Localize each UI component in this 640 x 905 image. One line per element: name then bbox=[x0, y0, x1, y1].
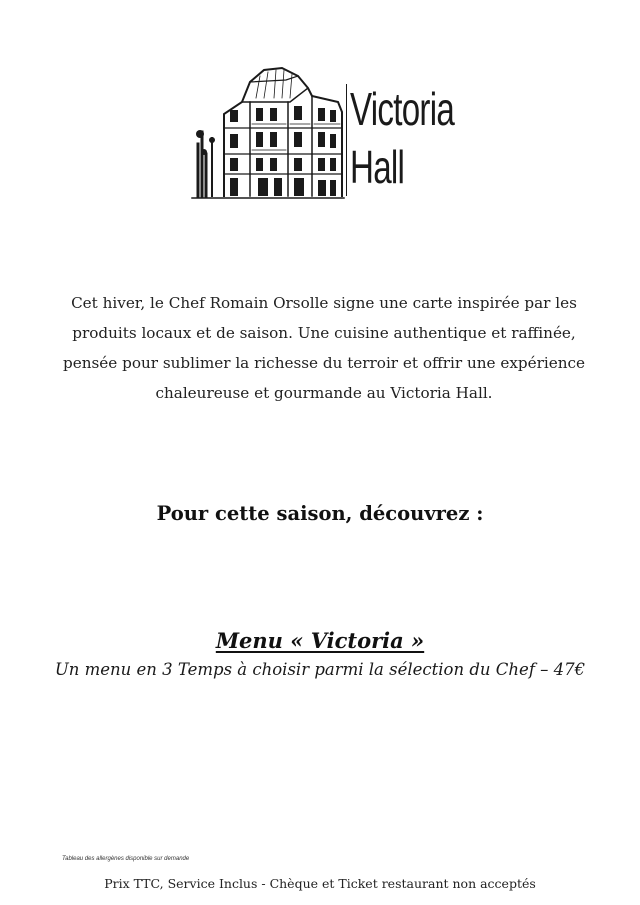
allergen-note: Tableau des allergènes disponible sur demande bbox=[62, 856, 190, 862]
menu-description: Un menu en 3 Temps à choisir parmi la sélection du Chef – 47€ bbox=[54, 660, 586, 679]
restaurant-logo bbox=[190, 62, 460, 206]
logo-word-hall: Hall bbox=[350, 141, 405, 193]
building-sketch-icon bbox=[190, 62, 346, 206]
intro-paragraph: Cet hiver, le Chef Romain Orsolle signe une carte inspirée par les produits locaux et de saison. Une cuisine authentique et raffinée, pensée pour sublimer la richesse du terroir et offrir une expérience chaleureuse et gourmande au Victoria Hall. bbox=[63, 294, 585, 402]
menu-title: Menu « Victoria » bbox=[215, 628, 425, 653]
logo-divider bbox=[346, 84, 347, 196]
pricing-footer: Prix TTC, Service Inclus - Chèque et Ticket restaurant non acceptés bbox=[104, 876, 536, 891]
logo-word-victoria: Victoria bbox=[350, 83, 455, 135]
season-heading: Pour cette saison, découvrez : bbox=[156, 502, 484, 525]
